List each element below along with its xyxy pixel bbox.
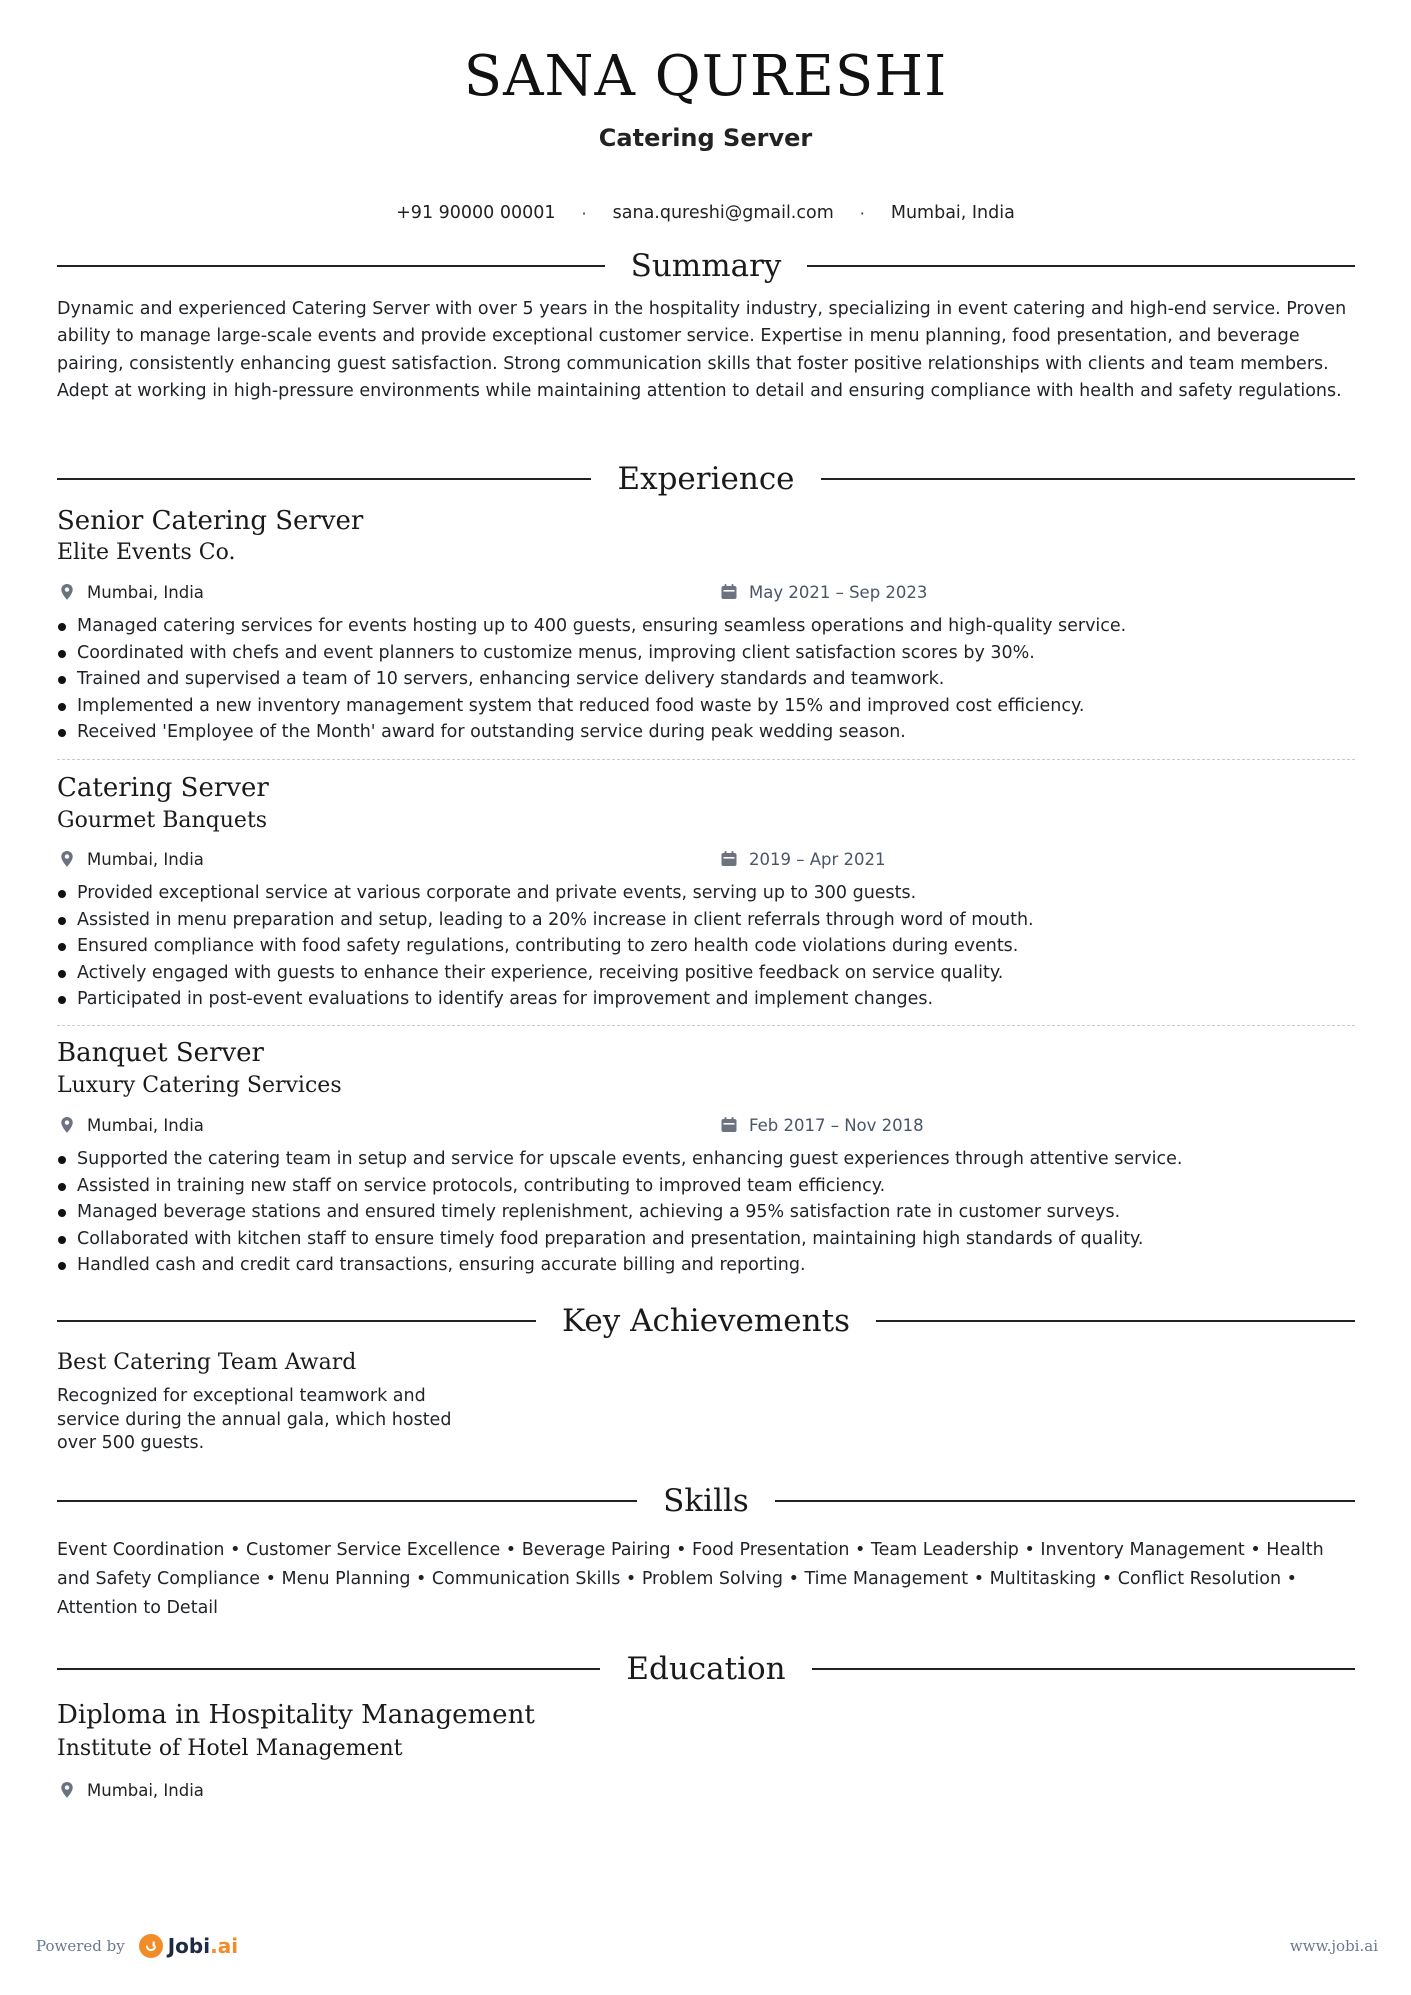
section-heading-summary [57, 244, 1355, 288]
job-separator [57, 759, 1355, 760]
job-dates-text: 2019 – Apr 2021 [749, 849, 886, 869]
job-location [57, 582, 204, 602]
powered-by-label: Powered by [36, 1937, 125, 1955]
list-item: Assisted in menu preparation and setup, leading to a 20% increase in client referrals through word of mouth. [57, 907, 1357, 934]
contact-phone[interactable]: +91 90000 00001 [396, 203, 556, 223]
job-role: Banquet Server [57, 1038, 264, 1068]
map-pin-icon [57, 1780, 77, 1800]
education-institution: Institute of Hotel Management [57, 1736, 403, 1761]
footer-branding [36, 1934, 238, 1958]
contact-separator: · [581, 203, 587, 223]
section-heading-experience [57, 457, 1355, 501]
list-item: Trained and supervised a team of 10 servers, enhancing service delivery standards and teamwork. [57, 666, 1357, 693]
map-pin-icon [57, 1115, 77, 1135]
section-title: Skills [663, 1483, 749, 1519]
list-item: Assisted in training new staff on service protocols, contributing to improved team efficiency. [57, 1173, 1357, 1200]
contact-separator: · [859, 203, 865, 223]
divider-line [812, 1668, 1355, 1670]
job-bullets [57, 1146, 1357, 1279]
section-title: Key Achievements [562, 1303, 850, 1339]
list-item: Participated in post-event evaluations to identify areas for improvement and implement changes. [57, 986, 1357, 1013]
divider-line [57, 1500, 637, 1502]
job-bullets [57, 880, 1357, 1013]
job-dates [719, 849, 886, 869]
calendar-icon [719, 1115, 739, 1135]
list-item: Actively engaged with guests to enhance their experience, receiving positive feedback on service quality. [57, 960, 1357, 987]
map-pin-icon [57, 849, 77, 869]
divider-line [775, 1500, 1355, 1502]
section-title: Experience [617, 461, 795, 497]
job-role: Senior Catering Server [57, 506, 364, 536]
job-location-text: Mumbai, India [87, 582, 204, 602]
job-dates [719, 582, 927, 602]
calendar-icon [719, 849, 739, 869]
section-heading-achievements [57, 1299, 1355, 1343]
section-heading-skills [57, 1479, 1355, 1523]
job-location [57, 1115, 204, 1135]
candidate-name: SANA QURESHI [463, 44, 948, 109]
list-item: Received 'Employee of the Month' award for outstanding service during peak wedding season. [57, 719, 1357, 746]
divider-line [821, 478, 1355, 480]
contact-row [0, 203, 1411, 223]
job-company: Luxury Catering Services [57, 1073, 342, 1098]
divider-line [57, 265, 605, 267]
section-heading-education [57, 1647, 1355, 1691]
list-item: Managed beverage stations and ensured timely replenishment, achieving a 95% satisfaction rate in customer surveys. [57, 1199, 1357, 1226]
divider-line [57, 478, 591, 480]
list-item: Coordinated with chefs and event planners to customize menus, improving client satisfaction scores by 30%. [57, 640, 1357, 667]
education-degree: Diploma in Hospitality Management [57, 1700, 535, 1730]
education-location-text: Mumbai, India [87, 1780, 204, 1800]
achievement-title: Best Catering Team Award [57, 1350, 357, 1375]
jobi-logo-text[interactable] [168, 1934, 238, 1958]
contact-location: Mumbai, India [890, 203, 1015, 223]
list-item: Collaborated with kitchen staff to ensure timely food preparation and presentation, maintaining high standards of quality. [57, 1226, 1357, 1253]
job-location-text: Mumbai, India [87, 1115, 204, 1135]
achievement-description: Recognized for exceptional teamwork and service during the annual gala, which hosted over 500 guests. [57, 1386, 452, 1453]
skills-list: Event Coordination • Customer Service Excellence • Beverage Pairing • Food Presentation • Team Leadership • Inventory Management • Health and Safety Compliance • Menu Planning • Communication Skills • Problem Solving • Time Management • Multitasking • Conflict Resolution • Attention to Detail [57, 1540, 1324, 1618]
map-pin-icon [57, 582, 77, 602]
job-dates-text: May 2021 – Sep 2023 [749, 582, 928, 602]
divider-line [57, 1668, 600, 1670]
job-company: Elite Events Co. [57, 540, 236, 565]
footer-url[interactable]: www.jobi.ai [1289, 1937, 1378, 1955]
job-bullets [57, 613, 1357, 746]
candidate-job-title: Catering Server [598, 124, 813, 152]
list-item: Provided exceptional service at various corporate and private events, serving up to 300 guests. [57, 880, 1357, 907]
list-item: Ensured compliance with food safety regulations, contributing to zero health code violations during events. [57, 933, 1357, 960]
job-dates-text: Feb 2017 – Nov 2018 [749, 1115, 924, 1135]
list-item: Managed catering services for events hosting up to 400 guests, ensuring seamless operations and high-quality service. [57, 613, 1357, 640]
job-dates [719, 1115, 924, 1135]
job-company: Gourmet Banquets [57, 808, 268, 833]
calendar-icon [719, 582, 739, 602]
divider-line [807, 265, 1355, 267]
list-item: Supported the catering team in setup and service for upscale events, enhancing guest experiences through attentive service. [57, 1146, 1357, 1173]
jobi-logo-icon [139, 1934, 163, 1958]
logo-main: Jobi [167, 1934, 211, 1958]
education-location [57, 1780, 204, 1800]
contact-email[interactable]: sana.qureshi@gmail.com [612, 203, 834, 223]
job-location [57, 849, 204, 869]
job-separator [57, 1025, 1355, 1026]
divider-line [876, 1320, 1355, 1322]
divider-line [57, 1320, 536, 1322]
list-item: Implemented a new inventory management system that reduced food waste by 15% and improved cost efficiency. [57, 693, 1357, 720]
section-title: Education [626, 1651, 786, 1687]
summary-text: Dynamic and experienced Catering Server with over 5 years in the hospitality industry, specializing in event catering and high-end service. Proven ability to manage large-scale events and provide exceptional customer service. Expertise in menu planning, food presentation, and beverage pairing, consistently enhancing guest satisfaction. Strong communication skills that foster positive relationships with clients and team members. Adept at working in high-pressure environments while maintaining attention to detail and ensuring compliance with health and safety regulations. [57, 299, 1347, 402]
job-role: Catering Server [57, 773, 269, 803]
job-location-text: Mumbai, India [87, 849, 204, 869]
section-title: Summary [630, 248, 782, 284]
logo-accent: .ai [210, 1934, 239, 1958]
list-item: Handled cash and credit card transactions, ensuring accurate billing and reporting. [57, 1252, 1357, 1279]
